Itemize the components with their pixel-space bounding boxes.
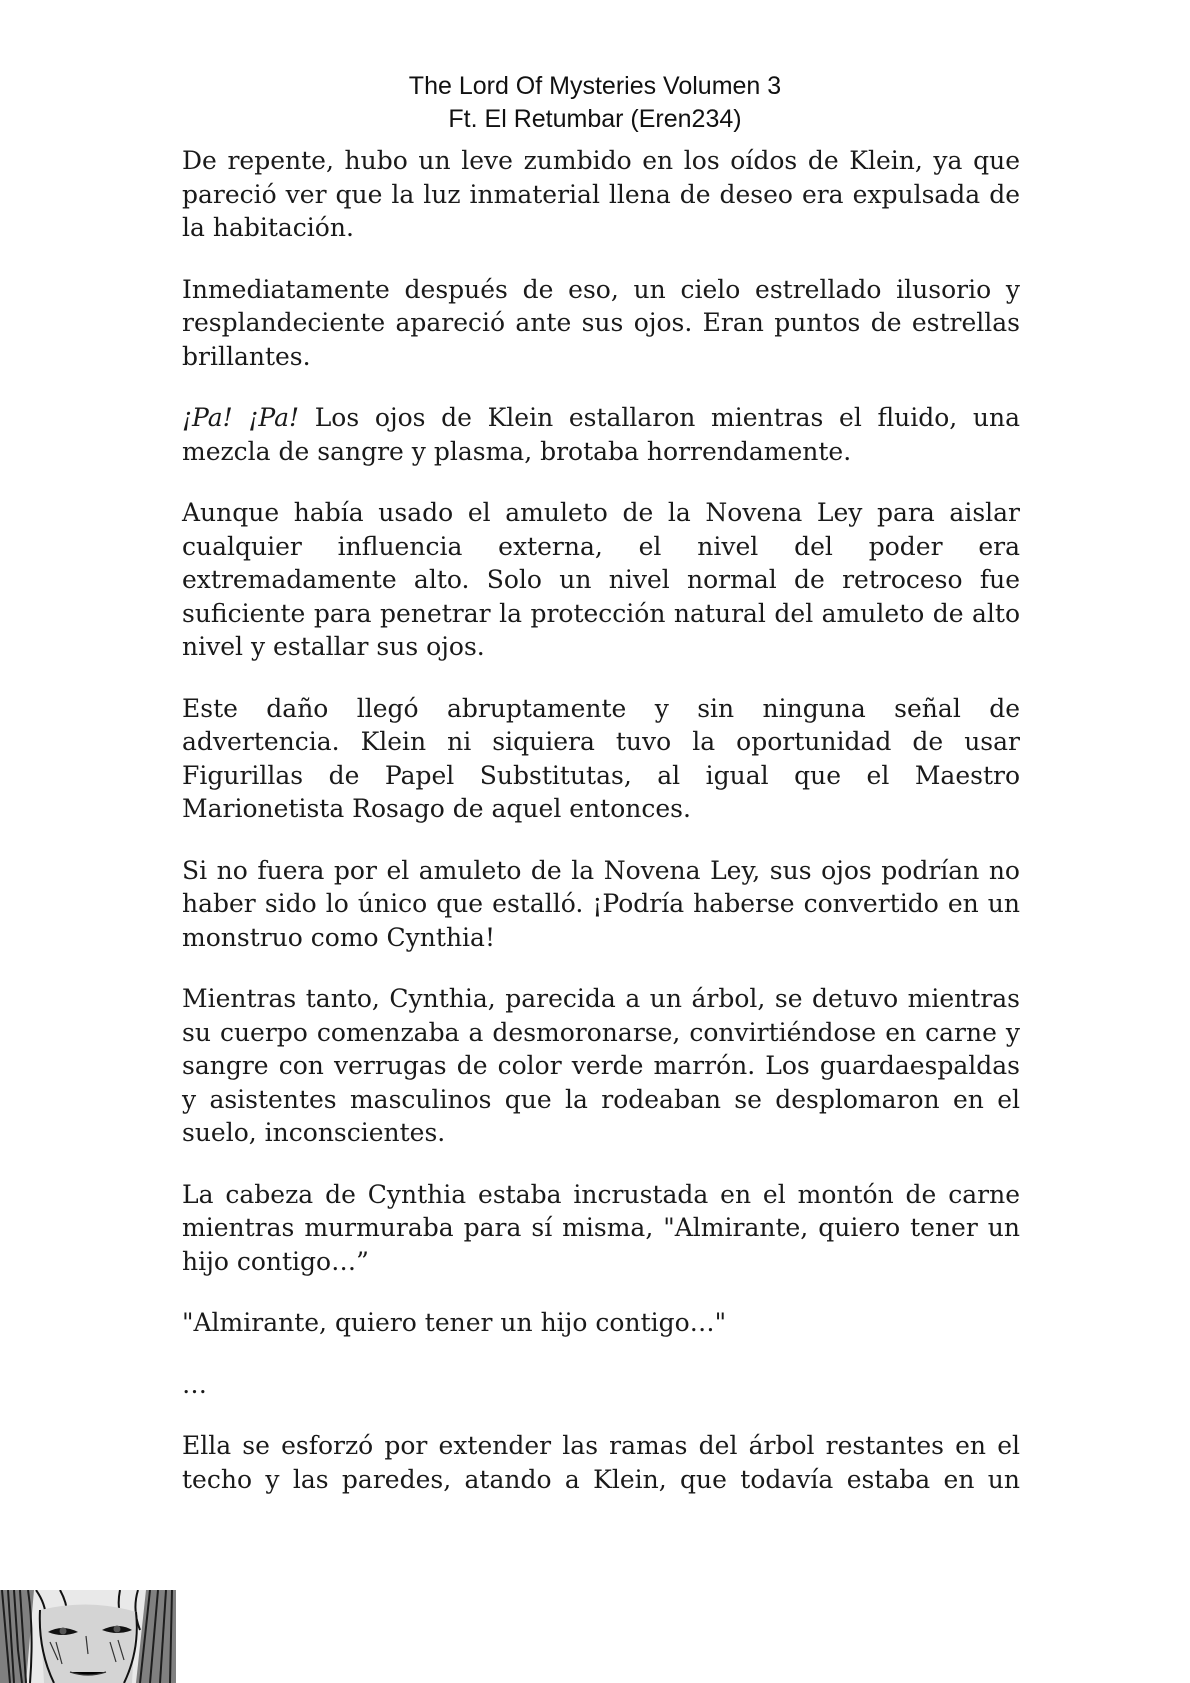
page-header — [0, 70, 1190, 136]
header-subtitle: Ft. El Retumbar (Eren234) — [448, 105, 742, 133]
paragraph-8: La cabeza de Cynthia estaba incrustada en el montón de carne mientras murmuraba para sí misma, "Almirante, quiero tener un hijo contigo…” — [182, 1179, 1020, 1276]
paragraph-4: Aunque había usado el amuleto de la Novena Ley para aislar cualquier influencia externa, el nivel del poder era extremadamente alto. Solo un nivel normal de retroceso fue suficiente para penetrar la protección natural del amuleto de alto nivel y estallar sus ojos. — [182, 498, 1020, 661]
paragraph-11: Ella se esforzó por extender las ramas del árbol restantes en el techo y las paredes, atando a Klein, que todavía estaba en un — [182, 1431, 1020, 1494]
paragraph-6: Si no fuera por el amuleto de la Novena Ley, sus ojos podrían no haber sido lo único que estalló. ¡Podría haberse convertido en un monstruo como Cynthia! — [182, 855, 1020, 952]
paragraph-3-text: Los ojos de Klein estallaron mientras el fluido, una mezcla de sangre y plasma, brotaba horrendamente. — [182, 403, 1020, 466]
sound-effect-text: ¡Pa! ¡Pa! — [182, 403, 300, 432]
document-body — [182, 144, 1020, 1496]
manga-portrait-icon — [0, 1590, 176, 1683]
paragraph-2: Inmediatamente después de eso, un cielo estrellado ilusorio y resplandeciente apareció ante sus ojos. Eran puntos de estrellas brillantes. — [182, 274, 1020, 371]
header-title: The Lord Of Mysteries Volumen 3 — [408, 72, 782, 100]
paragraph-9: "Almirante, quiero tener un hijo contigo…" — [182, 1308, 727, 1337]
manga-portrait-illustration — [0, 1590, 176, 1683]
paragraph-1: De repente, hubo un leve zumbido en los oídos de Klein, ya que pareció ver que la luz inmaterial llena de deseo era expulsada de la habitación. — [182, 146, 1020, 242]
paragraph-10-ellipsis: … — [182, 1369, 207, 1399]
paragraph-5: Este daño llegó abruptamente y sin ninguna señal de advertencia. Klein ni siquiera tuvo la oportunidad de usar Figurillas de Papel Substitutas, al igual que el Maestro Marionetista Rosago de aquel entonces. — [182, 693, 1020, 823]
paragraph-3 — [182, 401, 1020, 468]
paragraph-7: Mientras tanto, Cynthia, parecida a un árbol, se detuvo mientras su cuerpo comenzaba a desmoronarse, convirtiéndose en carne y sangre con verrugas de color verde marrón. Los guardaespaldas y asistentes masculinos que la rodeaban se desplomaron en el suelo, inconscientes. — [182, 984, 1020, 1147]
